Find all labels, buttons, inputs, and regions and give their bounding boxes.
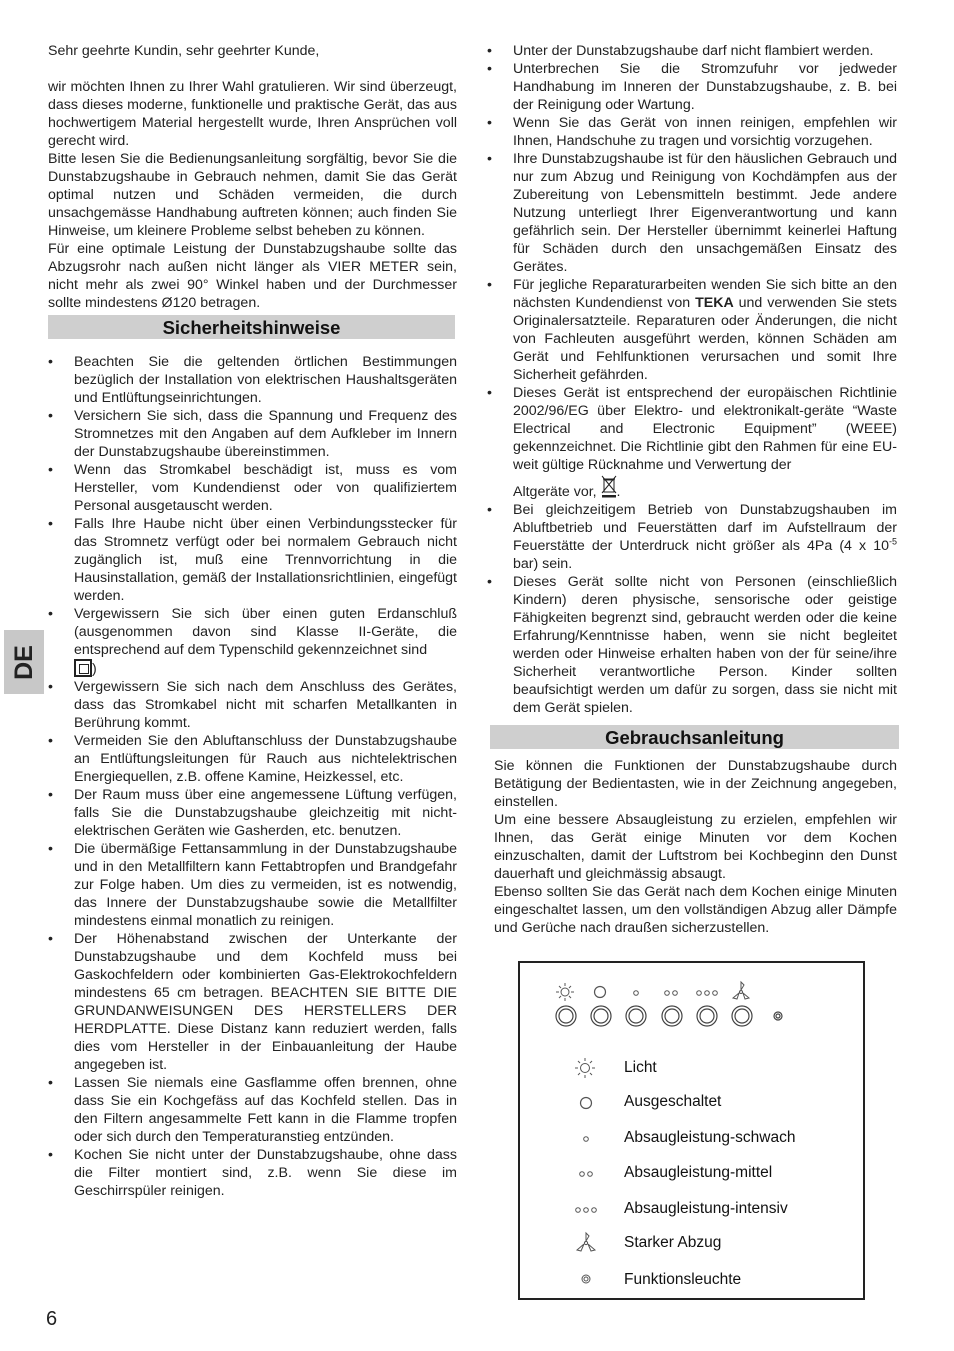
left-column [48,42,457,1200]
greeting: Sehr geehrte Kundin, sehr geehrter Kunde, [48,43,320,59]
list-item: • Ihre Dunstabzugshaube ist für den häuslichen Gebrauch und nur zum Abzug und Reinigung von Kochdämpfen aus der Zubereitung von Lebensmitteln bestimmt. Jede andere Nutzung unterliegt Ihrer Eigenverantwortung und kann gefährlich sein. Der Hersteller übernimmt keinerlei Haftung für Schäden durch den unsachgemäßen Einsatz des Gerätes. [487,151,897,275]
light-button [556,1006,576,1026]
usage-heading: Gebrauchsanleitung [490,725,899,749]
boost-fan-icon [733,982,749,999]
boost-button [732,1006,752,1026]
list-item: • Unterbrechen Sie die Stromzufuhr vor jedweder Handhabung im Inneren der Dunstabzugshaube, z. B. bei der Reinigung oder Wartung. [487,61,897,113]
list-item: • Bei gleichzeitigem Betrieb von Dunstabzugshauben im Abluftbetrieb und Feuerstätten darf im Aufstellraum der Feuerstätte der Unterdruck nicht größer als 4Pa (4 x $10^{-5}$ bar) sein. [487,502,897,572]
intro-paragraph: wir möchten Ihnen zu Ihrer Wahl gratulieren. Wir sind überzeugt, dass dieses moderne, funktionelle und praktische Gerät, das aus hochwertigem Material hergestellt wurde, Ihren Ansprüchen voll gerecht wird. [48,79,457,149]
legend-label-light: Licht [624,1059,657,1076]
legend-label-high: Absaugleistung-intensiv [624,1200,788,1217]
intro-paragraph: Bitte lesen Sie die Bedienungsanleitung sorgfältig, bevor Sie die Dunstabzugshaube in Gebrauch nehmen, damit Sie das Gerät optimal nutzen und Schäden vermeiden, die durch unsachgemässe Handhabung auftreten können; auch finden Sie Hinweise, um kleinere Probleme selbst beheben zu können. [48,151,457,239]
safety-heading: Sicherheitshinweise [48,315,455,339]
list-item: • Vermeiden Sie den Abluftanschluss der Dunstabzugshaube an Entlüftungsleitungen für Rauch aus nichtelektrischen Energiequellen, z.B. offene Kamine, Heizkessel, etc. [48,733,457,785]
light-icon [575,1058,595,1078]
off-button [591,1006,611,1026]
list-item: • Wenn Sie das Gerät von innen reinigen, empfehlen wir Ihnen, Handschuhe zu tragen und vorsichtig vorzugehen. [487,115,897,149]
speed-high-button [697,1006,717,1026]
legend-label-boost: Starker Abzug [624,1234,722,1251]
list-item: • Dieses Gerät ist entsprechend der europäischen Richtlinie 2002/96/EG über Elektro- und elektronikalt-geräte “Waste Electrical and Electronic Equipment” (WEEE) gekennzeichnet. Die Richtlinie gibt den Rahmen für eine EU-weit gültige Rücknahme und Verwertung der Altgeräte vor, . [487,385,897,500]
list-item: • Der Höhenabstand zwischen der Unterkante der Dunstabzugshaube und dem Kochfeld muss bei Gaskochfeldern oder kombinierten Gas-Elektrokochfeldern mindestens 65 cm betragen. BEACHTEN SIE BITTE DIE GRUNDANWEISUNGEN DES HERSTELLERS DER HERDPLATTE. Diese Distanz kann reduziert werden, falls dies vom Hersteller in der Einbauanleitung der Haube angegeben ist. [48,931,457,1073]
list-item: • Beachten Sie die geltenden örtlichen Bestimmungen bezüglich der Installation von elektrischen Haushaltsgeräten und Entlüftungseinrichtungen. [48,354,457,406]
language-tab [4,630,44,694]
brand-name: TEKA [695,295,734,311]
right-column [487,42,897,937]
speed-low-icon [584,1137,589,1142]
list-item: • Für jegliche Reparaturarbeiten wenden Sie sich bitte an den nächsten Kundendienst von TEKA und verwenden Sie stets Originalersatzteile. Reparaturen oder Änderungen, die nicht von Fachleuten ausgeführt werden, können Schäden am Gerät und Fehlfunktionen verursachen und somit Ihre Sicherheit gefährden. [487,277,897,383]
speed-high-icon [697,991,718,996]
page-number: 6 [46,1308,58,1330]
list-item: • Vergewissern Sie sich nach dem Anschluss des Gerätes, dass das Stromkabel nicht mit scharfen Metallkanten in Berührung kommt. [48,679,457,731]
speed-low-button [626,1006,646,1026]
safety-list-right [487,42,897,717]
legend-label-medium: Absaugleistung-mittel [624,1164,773,1181]
boost-fan-icon [577,1233,595,1251]
list-item: • Wenn das Stromkabel beschädigt ist, muss es vom Hersteller, vom Kundendienst oder von qualifiziertem Personal ausgetauscht werden. [48,462,457,514]
safety-list-left [48,353,457,1200]
list-item: • Die übermäßige Fettansammlung in der Dunstabzugshaube und in den Metallfiltern kann Fettabtropfen und Brandgefahr zur Folge haben. Um dies zu vermeiden, ist es notwendig, das Innere der Dunstabzugshaube sowie die Metallfilter mindestens einmal monatlich zu reinigen. [48,841,457,929]
list-item: • Kochen Sie nicht unter der Dunstabzugshaube, ohne dass die Filter montiert sind, z.B. wenn Sie diese im Geschirrspüler reinigen. [48,1147,457,1199]
usage-paragraph: Sie können die Funktionen der Dunstabzugshaube durch Betätigung der Bedientasten, wie in der Zeichnung angegeben, einstellen. [494,758,897,810]
legend-label-led: Funktionsleuchte [624,1271,742,1288]
function-led [774,1012,782,1020]
list-item: • Vergewissern Sie sich über einen guten Erdanschluß (ausgenommen davon sind Klasse II-Geräte, die entsprechend auf dem Typenschild gekennzeichnet sind ) [48,606,457,677]
speed-high-icon [576,1208,597,1213]
speed-low-icon [634,991,639,996]
control-panel-diagram [518,961,865,1300]
list-item: • Dieses Gerät sollte nicht von Personen (einschließlich Kindern) deren physische, sensorische oder geistige Fähigkeiten begrenzt sind, gebraucht werden oder die keine Erfahrung/Kenntnisse haben, wenn sie nicht begleitet werden oder Hinweise erhalten haben von der für seine/ihre Sicherheit verantwortliche Person. Kinder sollten beaufsichtigt werden um dafür zu sorgen, dass sie nicht mit dem Gerät spielen. [487,574,897,716]
speed-medium-button [662,1006,682,1026]
weee-bin-icon [601,474,617,498]
list-item: • Falls Ihre Haube nicht über einen Verbindungsstecker für das Stromnetz verfügt oder bei normalem Gebrauch nicht zugänglich ist, muß eine Trennvorrichtung in die Hausinstallation, gemäß der Installationsrichtlinien, eingefügt werden. [48,516,457,604]
function-led-icon [582,1275,590,1283]
legend-label-off: Ausgeschaltet [624,1093,722,1110]
list-item: • Versichern Sie sich, dass die Spannung und Frequenz des Stromnetzes mit den Angaben auf dem Aufkleber im Innern der Dunstabzugshaube übereinstimmen. [48,408,457,460]
list-item: • Lassen Sie niemals eine Gasflamme offen brennen, ohne dass Sie ein Kochgefäss auf das Kochfeld stellen. Das in den Filtern angesammelte Fett kann in die Flamme tropfen oder sich durch den Temperaturanstieg entzünden. [48,1075,457,1145]
usage-paragraph: Um eine bessere Absaugleistung zu erzielen, empfehlen wir Ihnen, das Gerät einige Minuten vor dem Kochen einzuschalten, damit der Luftstrom bei Kochbeginn den Dunst dauerhaft und gleichmässig absaugt. [494,812,897,882]
list-item: • Der Raum muss über eine angemessene Lüftung verfügen, falls Sie die Dunstabzugshaube gleichzeitig mit nicht-elektrischen Geräten wie Gasherden, etc. benutzen. [48,787,457,839]
off-icon [595,987,606,998]
intro-paragraph: Für eine optimale Leistung der Dunstabzugshaube sollte das Abzugsrohr nach außen nicht länger als VIER METER sein, nicht mehr als zwei 90° Winkel haben und der Durchmesser sollte mindestens Ø120 betragen. [48,241,457,311]
usage-paragraph: Ebenso sollten Sie das Gerät nach dem Kochen einige Minuten eingeschaltet lassen, um den vollständigen Abzug aller Dämpfe und Gerüche nach draußen sicherzustellen. [494,884,897,936]
speed-medium-icon [580,1172,593,1177]
light-icon [556,983,574,1001]
legend-label-low: Absaugleistung-schwach [624,1129,796,1146]
class-2-icon [74,659,92,677]
list-item: • Unter der Dunstabzugshaube darf nicht flambiert werden. [487,43,874,59]
language-tab-label: DE [9,644,38,680]
speed-medium-icon [665,991,678,996]
off-icon [581,1098,592,1109]
